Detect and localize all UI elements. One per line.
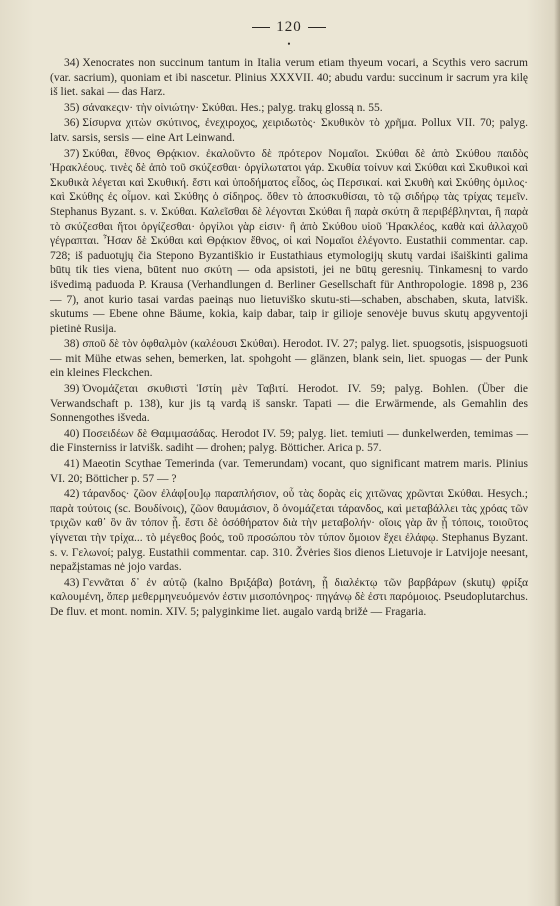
footnote-35: 35) σάνακεςιν· τὴν οἰνιώτην· Σκύθαι. Hes.; palyg. trakų glossą n. 55.	[64, 101, 383, 114]
footnote-38: 38) σποῦ δὲ τὸν ὀφθαλμὸν (καλέουσι Σκύθαι). Herodot. IV. 27; palyg. liet. spuogsotis, įsispuogsuoti — mit Mühe etwas sehen, bemerken, lat. spohgoht — glänzen, blank sein, liet. spuogas — der Punk ein kleines Fleckchen.	[50, 338, 528, 380]
page-number: 120	[276, 19, 302, 35]
footnote-34: 34) Xenocrates non succinum tantum in Italia verum etiam thyeum vocari, a Scythis vero sacrum (var. sacrium), quoniam et ibi nascetur. Plinius XXXVII. 40; abudu vardu: succinum ir sacrum yra kilę iš liet. sakai — das Harz.	[50, 57, 528, 99]
page-number-header	[50, 16, 528, 38]
left-dash	[252, 27, 270, 28]
ornament-dot: •	[287, 39, 291, 49]
right-dash	[308, 27, 326, 28]
page-edge-shadow	[554, 0, 560, 906]
footnote-43: 43) Γεννᾶται δ᾽ ἐν αὐτῷ (kalno Βριξάβα) βοτάνη, ᾗ διαλέκτῳ τῶν βαρβάρων (skutų) φρίξα καλουμένη, ὅπερ μεθερμηνευόμενόν ἐστιν μισοπόνηρος· πηγάνῳ δὲ ἐστι παρόμοιος. Pseudoplutarchus. De fluv. et mont. nomin. XIV. 5; palyginkime liet. augalo vardą brižė — Fragaria.	[50, 576, 528, 618]
footnote-entries	[50, 56, 528, 620]
footnote-36: 36) Σίσυρνα χιτὼν σκύτινος, ἐνεχιροχος, χειριδωτὸς· Σκυθικὸν τὸ χρῆμα. Pollux VII. 70; palyg. latv. sarsis, sersis — eine Art Leinwand.	[50, 117, 528, 144]
footnote-41: 41) Maeotin Scythae Temerinda (var. Temerundam) vocant, quo significant matrem maris. Plinius VI. 20; Bötticher p. 57 — ?	[50, 458, 528, 485]
footnote-42: 42) τάρανδος· ζῶον ἐλάφ[ου]ῳ παραπλήσιον, οὗ τὰς δορὰς εἰς χιτῶνας χρῶνται Σκύθαι. Hesych.; παρὰ τούτοις (sc. Βουδίνοις), ζῶον θαυμάσιον, ὃ ὀνομάζεται τάρανδος, καὶ μεταβάλλει τὰς χρόας τῶν τριχῶν καθ᾽ ὃν ἂν τόπον ᾖ. ἔστι δὲ ὁσόθήρατον διὰ τὴν μεταβολήν· οἵοις γὰρ ἂν ᾖ τόποις, τοιοῦτος γίγνεται τὴν τρίχα... τὸ μέγεθος βοός, τοῦ προσώπου τὸν τύπον ὅμοιον ἔχει ἐλάφῳ. Stephanus Byzant. s. v. Γελωνοί; palyg. Eustathii commentar. cap. 310. Žvėries šios dienos Lietuvoje ir Latvijoje neesant, nepažįstamas nė jojo vardas.	[50, 488, 528, 574]
footnote-39: 39) Ὀνομάζεται σκυθιστὶ Ἱστίη μὲν Ταβιτί. Herodot. IV. 59; palyg. Bohlen. (Über die Verwandschaft p. 138), kur jis tą vardą iš sanskr. Tapati — die Erwärmende, als Gemahlin des Sonnengothes išveda.	[50, 383, 528, 425]
footnote-37: 37) Σκύθαι, ἔθνος Θρᾴκιον. ἐκαλοῦντο δὲ πρότερον Νομαῖοι. Σκύθαι δὲ ἀπὸ Σκύθου παιδὸς Ἡρακλέους. τινὲς δὲ ἀπὸ τοῦ σκύζεσθαι· ὀργίλωτατοι γάρ. Σκυθία τοίνυν καὶ Σκύθαι καὶ Σκυθικοὶ καὶ Σκυθικὰ λέγεται καὶ Σκυθική. ἔστι καὶ ὑποδήματος εἶδος, ὡς Περσικαί. καὶ Σκυθὴ καὶ Σκύθης ὁμιλος· καὶ Σκύθης ἐς οἶμον. καὶ Σκύθης ὁ σίδηρος. ὅθεν τὸ ἀποσκυθίσαι, τὸ τῷ σιδήρῳ τὰς τρίχας τεμεῖν. Stephanus Byzant. s. v. Σκύθαι. Καλεῖσθαι δὲ λέγονται Σκύθαι ἢ παρὰ σκύτη ἃ περιβέβληνται, ἢ παρὰ τὸ σκύζεσθαι ἤτοι ὀργίζεσθαι· ὀργίλοι γὰρ εἰσιν· ἢ ἀπὸ Σκύθου υἱοῦ Ἡρακλέος, καθὰ καὶ ἀλλαχοῦ γέγραπται. Ἦσαν δὲ Σκύθαι καὶ Θρᾴκιον ἔθνος, οἱ καὶ Νομαῖοι ἐλέγοντο. Eustathii commentar. cap. 728; iš paduotųjų čia Stepono Byzantiškio ir Eustathiaus etymologijų skutų vardai išaiškinti galima būtų tik ties viena, būtent nuo σκύτη — oda apsistoti, jei ne būtų geresnių. Tinkamesnį to vardo išvedimą paduoda P. Krausa (Verhandlungen d. Berliner Gesellschaft für Anthropologie. 1898 p, 236 — 7), anot kurio tasai vardas paeinąs nuo lietuviško skutu-sti—schaben, abschaben, skuta, latvišk. skutums — Ebene ohne Bäume, kokia, kaip dabar, taip ir gilioje senovėje buvus skutų apgyventoji pietinė Rusija.	[50, 147, 528, 335]
footnote-40: 40) Ποσειδέων δὲ Θαμιμασάδας. Herodot IV. 59; palyg. liet. temiuti — dunkelwerden, temimas — die Finsterniss ir latvišk. sadiht — drohen; palyg. Bötticher. Arica p. 57.	[50, 427, 528, 455]
